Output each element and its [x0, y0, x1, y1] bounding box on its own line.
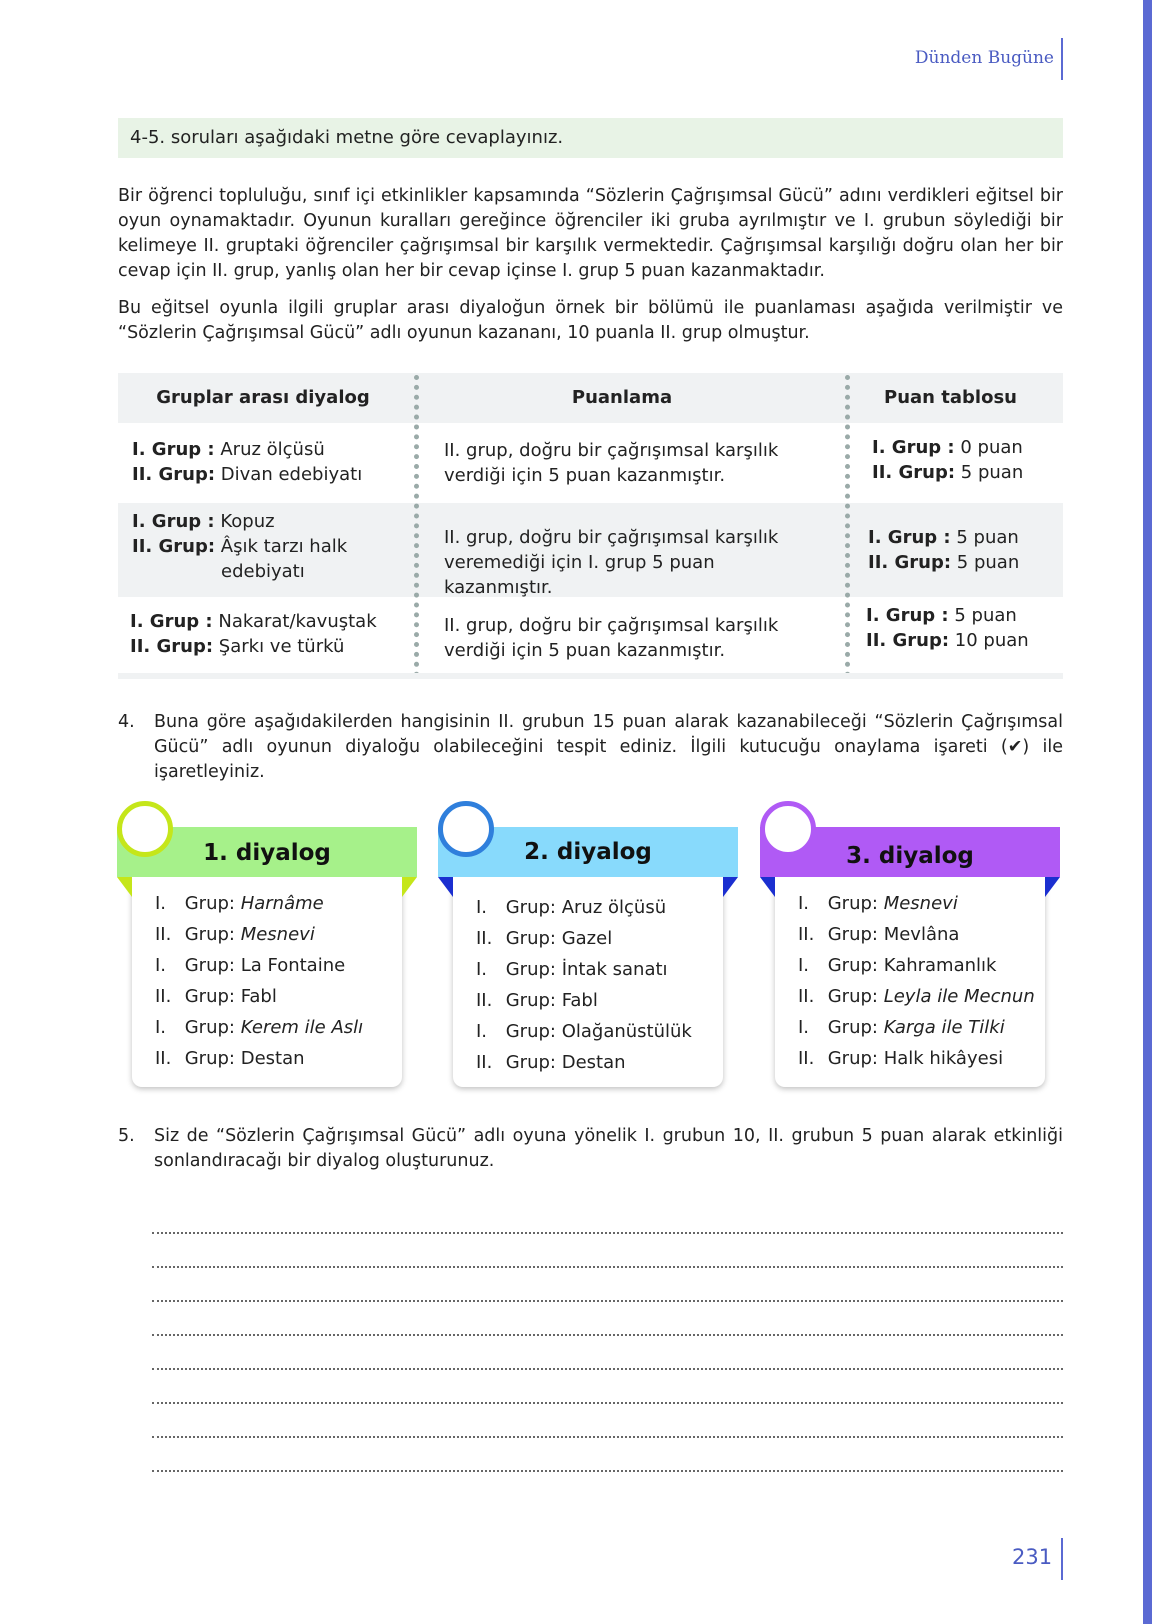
list-item [155, 1043, 363, 1074]
list-item [476, 1016, 692, 1047]
scoring-cell: II. grup, doğru bir çağrışımsal karşılık verdiği için 5 puan kazanmıştır. [444, 615, 779, 661]
table-header-row [118, 373, 1063, 423]
points-cell: I. Grup : 0 puan II. Grup: 5 puan [872, 437, 1024, 483]
dialog-items [798, 888, 1035, 1074]
group-number: I. [798, 893, 810, 914]
group-label: Grup: [179, 893, 241, 914]
group-number: II. [476, 928, 493, 949]
dialog-card-3 [760, 800, 1060, 1090]
group-label: Grup: [500, 928, 562, 949]
answer-checkbox-circle[interactable] [117, 801, 173, 857]
list-item [476, 954, 692, 985]
group-label: Grup: [179, 924, 241, 945]
page-edge-bar [1143, 0, 1152, 1624]
answer-line[interactable] [152, 1404, 1063, 1438]
group-number: I. [476, 897, 488, 918]
group-number: II. [155, 986, 172, 1007]
dialog-word: Fabl [561, 990, 598, 1011]
list-item [155, 981, 363, 1012]
group-label: Grup: [822, 893, 884, 914]
column-divider [845, 375, 850, 677]
answer-line[interactable] [152, 1234, 1063, 1268]
group-label: Grup: [179, 955, 241, 976]
dialog-word: Kahramanlık [883, 955, 997, 976]
dialog-word: Mevlâna [883, 924, 960, 945]
table-header-scoring: Puanlama [571, 387, 673, 408]
group-number: I. [155, 955, 167, 976]
group-number: II. [798, 924, 815, 945]
group-label: Grup: [500, 990, 562, 1011]
ribbon-fold [438, 877, 453, 897]
question-number: 4. [118, 712, 135, 732]
table-bottom-rule [118, 673, 1063, 679]
group-label: Grup: [179, 986, 241, 1007]
group-number: I. [798, 1017, 810, 1038]
dialog-card-1 [117, 800, 417, 1090]
dialog-items [476, 892, 692, 1078]
group-number: I. [155, 893, 167, 914]
list-item [798, 1012, 1035, 1043]
table-row [118, 423, 1063, 503]
intro-paragraph-2: Bu eğitsel oyunla ilgili gruplar arası diyaloğun örnek bir bölümü ile puanlaması aşağıda verilmiştir ve “Sözlerin Çağrışımsal Gücü” adlı oyunun kazananı, 10 puanla II. grup olmuştur. [118, 298, 1063, 343]
list-item [798, 1043, 1035, 1074]
ribbon-fold [1045, 877, 1060, 897]
dialog-word: Halk hikâyesi [883, 1048, 1004, 1069]
dialog-scoring-table [118, 373, 1063, 679]
table-header-dialog: Gruplar arası diyalog [156, 387, 370, 408]
table-row [118, 503, 1063, 597]
list-item [155, 888, 363, 919]
dialog-card-2 [438, 800, 738, 1090]
dialog-word: Destan [561, 1052, 626, 1073]
scoring-cell: II. grup, doğru bir çağrışımsal karşılık verdiği için 5 puan kazanmıştır. [444, 440, 779, 486]
list-item [798, 950, 1035, 981]
points-cell: I. Grup : 5 puan II. Grup: 5 puan [868, 527, 1020, 573]
answer-checkbox-circle[interactable] [760, 801, 816, 857]
list-item [476, 892, 692, 923]
dialog-word: Karga ile Tilki [883, 1017, 1005, 1038]
list-item [798, 981, 1035, 1012]
group-label: Grup: [179, 1048, 241, 1069]
group-number: II. [476, 1052, 493, 1073]
group-number: I. [476, 959, 488, 980]
header-rule [1061, 38, 1063, 80]
answer-line[interactable] [152, 1200, 1063, 1234]
group-number: I. [798, 955, 810, 976]
group-number: II. [798, 986, 815, 1007]
answer-line[interactable] [152, 1268, 1063, 1302]
ribbon-fold [723, 877, 738, 897]
dialog-title-ribbon: 1. diyalog [117, 827, 417, 877]
dialog-cell: I. Grup : Nakarat/kavuştak II. Grup: Şarkı ve türkü [130, 611, 377, 657]
table-row [118, 597, 1063, 673]
dialog-cell: I. Grup : Aruz ölçüsü II. Grup: Divan edebiyatı [132, 439, 363, 485]
dialog-items [155, 888, 363, 1074]
answer-writing-area[interactable] [152, 1200, 1063, 1472]
ribbon-fold [760, 877, 775, 897]
group-label: Grup: [822, 1048, 884, 1069]
question-text: Siz de “Sözlerin Çağrışımsal Gücü” adlı oyuna yönelik I. grubun 10, II. grubun 5 puan alarak etkinliği sonlandıracağı bir diyalog oluşturunuz. [154, 1126, 1063, 1171]
question-text: Buna göre aşağıdakilerden hangisinin II. grubun 15 puan alarak kazanabileceği “Sözlerin Çağrışımsal Gücü” adlı oyunun diyaloğu olabileceğini tespit ediniz. İlgili kutucuğu onaylama işareti (✔) ile işaretleyiniz. [154, 712, 1063, 782]
question-number: 5. [118, 1126, 135, 1146]
scoring-cell: II. grup, doğru bir çağrışımsal karşılık veremediği için I. grup 5 puan kazanmıştır. [444, 527, 779, 598]
list-item [476, 1047, 692, 1078]
list-item [476, 923, 692, 954]
group-number: II. [155, 1048, 172, 1069]
intro-paragraph: Bir öğrenci topluluğu, sınıf içi etkinlikler kapsamında “Sözlerin Çağrışımsal Gücü” adını verdikleri eğitsel bir oyun oynamaktadır. Oyunun kuralları gereğince öğrenciler iki gruba ayrılmıştır ve I. grubun söylediği bir kelimeye II. gruptaki öğrenciler çağrışımsal bir karşılık vermektedir. Çağrışımsal karşılığı doğru olan her bir cevap için II. grup, yanlış olan her bir cevap içinse I. grup 5 puan kazanmaktadır. [118, 186, 1063, 281]
group-label: Grup: [822, 924, 884, 945]
column-divider [414, 375, 419, 677]
points-cell: I. Grup : 5 puan II. Grup: 10 puan [866, 605, 1029, 651]
dialog-word: Fabl [240, 986, 277, 1007]
list-item [155, 919, 363, 950]
ribbon-fold [402, 877, 417, 897]
dialog-title-ribbon: 2. diyalog [438, 827, 738, 877]
group-number: I. [155, 1017, 167, 1038]
dialog-word: Mesnevi [883, 893, 958, 914]
answer-line[interactable] [152, 1302, 1063, 1336]
group-label: Grup: [500, 959, 562, 980]
list-item [798, 919, 1035, 950]
question-4 [118, 710, 1063, 785]
group-number: II. [155, 924, 172, 945]
list-item [476, 985, 692, 1016]
dialog-word: Aruz ölçüsü [561, 897, 667, 918]
ribbon-fold [117, 877, 132, 897]
dialog-word: La Fontaine [240, 955, 346, 976]
answer-line[interactable] [152, 1336, 1063, 1370]
question-5 [118, 1124, 1063, 1174]
dialog-cell: I. Grup : Kopuz II. Grup: Âşık tarzı halk edebiyatı [132, 511, 348, 582]
footer-rule [1061, 1538, 1063, 1580]
list-item [155, 950, 363, 981]
group-number: I. [476, 1021, 488, 1042]
list-item [798, 888, 1035, 919]
answer-line[interactable] [152, 1370, 1063, 1404]
list-item [155, 1012, 363, 1043]
dialog-word: Olağanüstülük [561, 1021, 692, 1042]
page-header-title: Dünden Bugüne [914, 48, 1054, 68]
group-label: Grup: [500, 1021, 562, 1042]
dialog-word: Gazel [561, 928, 613, 949]
group-label: Grup: [822, 1017, 884, 1038]
dialog-word: Destan [240, 1048, 305, 1069]
dialog-word: Mesnevi [240, 924, 315, 945]
group-label: Grup: [822, 955, 884, 976]
group-number: II. [476, 990, 493, 1011]
dialog-word: Harnâme [240, 893, 324, 914]
group-label: Grup: [500, 1052, 562, 1073]
dialog-word: Kerem ile Aslı [240, 1017, 364, 1038]
dialog-word: Leyla ile Mecnun [883, 986, 1035, 1007]
group-number: II. [798, 1048, 815, 1069]
table-header-points: Puan tablosu [884, 387, 1017, 408]
instruction-banner: 4-5. soruları aşağıdaki metne göre cevaplayınız. [118, 118, 1063, 158]
answer-checkbox-circle[interactable] [438, 801, 494, 857]
page-number: 231 [1012, 1545, 1053, 1569]
group-label: Grup: [179, 1017, 241, 1038]
answer-line[interactable] [152, 1438, 1063, 1472]
dialog-word: İntak sanatı [561, 959, 668, 980]
group-label: Grup: [822, 986, 884, 1007]
dialog-title-ribbon: 3. diyalog [760, 827, 1060, 877]
group-label: Grup: [500, 897, 562, 918]
